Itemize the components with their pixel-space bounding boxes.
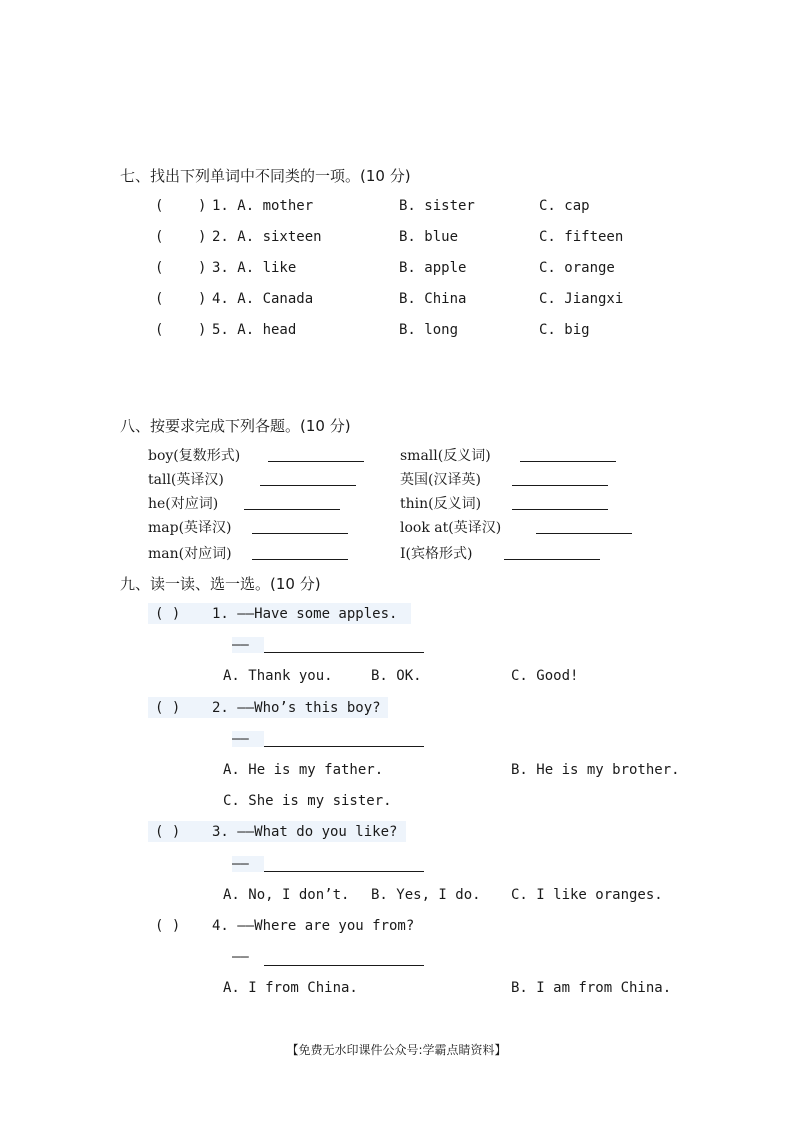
answer-paren: ( ) — [155, 606, 181, 622]
footer-note: 【免费无水印课件公众号:学霸点睛资料】 — [286, 1043, 507, 1057]
answer-blank[interactable] — [252, 559, 348, 560]
option-b: B. blue — [399, 229, 459, 245]
option-a: 5. A. head — [212, 322, 297, 338]
question-text: 3. ——What do you like? — [212, 824, 398, 840]
prompt-label: boy(复数形式) — [148, 448, 241, 464]
prompt-label: look at(英译汉) — [400, 520, 502, 536]
prompt-label: map(英译汉) — [148, 520, 232, 536]
answer-paren-open: ( — [155, 229, 164, 245]
option-a: 3. A. like — [212, 260, 297, 276]
option-a: A. Thank you. — [223, 668, 333, 684]
option-b: B. China — [399, 291, 467, 307]
response-dash: —— — [232, 856, 249, 872]
section-9-title: 九、读一读、选一选。(10 分) — [120, 575, 321, 593]
option-b: B. long — [399, 322, 459, 338]
question-text: 1. ——Have some apples. — [212, 606, 398, 622]
section-8-title: 八、按要求完成下列各题。(10 分) — [120, 417, 351, 435]
option-b: B. Yes, I do. — [371, 887, 481, 903]
prompt-label: 英国(汉译英) — [400, 472, 481, 488]
answer-blank[interactable] — [252, 533, 348, 534]
option-c: C. cap — [539, 198, 590, 214]
option-c: C. orange — [539, 260, 615, 276]
option-b: B. apple — [399, 260, 467, 276]
answer-paren-close: ) — [198, 260, 207, 276]
response-blank[interactable] — [264, 652, 424, 653]
option-a: A. He is my father. — [223, 762, 384, 778]
response-dash: —— — [232, 949, 249, 965]
option-c: C. Good! — [511, 668, 579, 684]
option-b: B. sister — [399, 198, 475, 214]
prompt-label: he(对应词) — [148, 496, 219, 512]
option-b: B. I am from China. — [511, 980, 672, 996]
section-7-title: 七、找出下列单词中不同类的一项。(10 分) — [120, 167, 411, 185]
answer-blank[interactable] — [512, 509, 608, 510]
option-a: 2. A. sixteen — [212, 229, 322, 245]
answer-paren-close: ) — [198, 322, 207, 338]
answer-blank[interactable] — [536, 533, 632, 534]
option-c: C. fifteen — [539, 229, 624, 245]
option-a: 1. A. mother — [212, 198, 314, 214]
option-c: C. I like oranges. — [511, 887, 663, 903]
prompt-label: small(反义词) — [400, 448, 491, 464]
answer-paren-close: ) — [198, 291, 207, 307]
answer-paren-close: ) — [198, 198, 207, 214]
answer-paren-close: ) — [198, 229, 207, 245]
prompt-label: tall(英译汉) — [148, 472, 224, 488]
answer-paren-open: ( — [155, 322, 164, 338]
prompt-label: man(对应词) — [148, 546, 232, 562]
answer-paren-open: ( — [155, 198, 164, 214]
question-text: 2. ——Who’s this boy? — [212, 700, 381, 716]
option-a: 4. A. Canada — [212, 291, 314, 307]
response-dash: —— — [232, 637, 249, 653]
answer-blank[interactable] — [512, 485, 608, 486]
option-b: B. OK. — [371, 668, 422, 684]
answer-blank[interactable] — [260, 485, 356, 486]
answer-blank[interactable] — [244, 509, 340, 510]
answer-blank[interactable] — [520, 461, 616, 462]
prompt-label: thin(反义词) — [400, 496, 482, 512]
response-blank[interactable] — [264, 746, 424, 747]
option-c: C. Jiangxi — [539, 291, 624, 307]
response-dash: —— — [232, 731, 249, 747]
option-c: C. She is my sister. — [223, 793, 392, 809]
question-text: 4. ——Where are you from? — [212, 918, 415, 934]
answer-paren: ( ) — [155, 918, 181, 934]
answer-paren: ( ) — [155, 700, 181, 716]
answer-blank[interactable] — [268, 461, 364, 462]
option-c: C. big — [539, 322, 590, 338]
answer-paren-open: ( — [155, 260, 164, 276]
response-blank[interactable] — [264, 871, 424, 872]
prompt-label: I(宾格形式) — [400, 546, 473, 562]
answer-blank[interactable] — [504, 559, 600, 560]
option-a: A. No, I don’t. — [223, 887, 350, 903]
option-a: A. I from China. — [223, 980, 358, 996]
option-b: B. He is my brother. — [511, 762, 680, 778]
response-blank[interactable] — [264, 965, 424, 966]
answer-paren: ( ) — [155, 824, 181, 840]
answer-paren-open: ( — [155, 291, 164, 307]
